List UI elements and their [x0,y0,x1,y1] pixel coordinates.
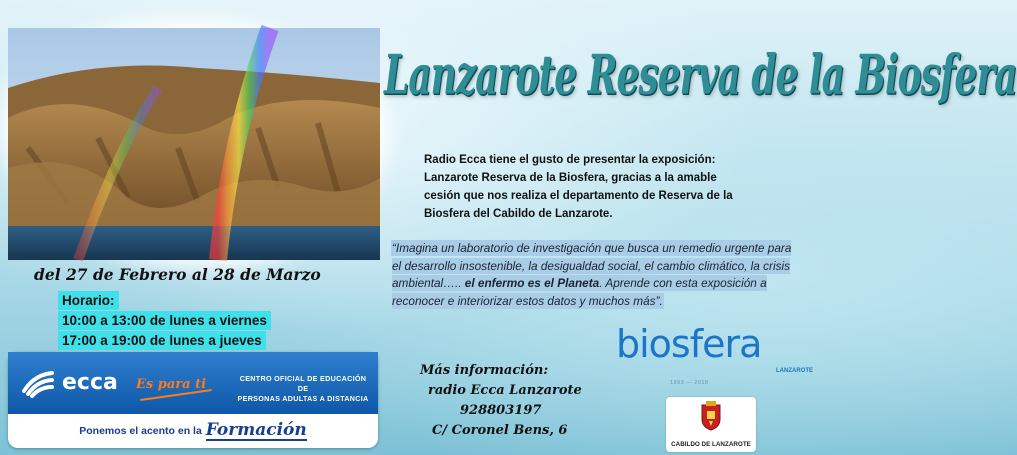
ecca-banner-bottom [8,414,378,448]
ecca-centro-line-1: CENTRO OFICIAL DE EDUCACIÓN DE [239,374,367,393]
info-name: radio Ecca Lanzarote [428,383,582,398]
horario-line-1: 10:00 a 13:00 de lunes a viernes [58,311,271,330]
ecca-formacion: Formación [205,420,307,440]
quote-text [392,240,796,310]
biosfera-logo [610,322,813,386]
landscape-rainbow-photo [8,28,380,260]
ecca-slogan: Es para ti [136,377,207,392]
contact-info [420,361,582,441]
ecca-centro-text [236,374,370,404]
ecca-bottom-text: Ponemos el acento en la [79,425,202,437]
cabildo-label: CABILDO DE LANZAROTE [671,441,751,448]
quote-part2: . Aprende con esta exposición a reconocer e interiorizar estos datos y muchos más”. [392,276,767,308]
ecca-banner-top [8,352,378,414]
ecca-centro-line-2: PERSONAS ADULTAS A DISTANCIA [237,394,369,403]
ecca-logo: ecca [62,370,118,395]
intro-text: Radio Ecca tiene el gusto de presentar la exposición: Lanzarote Reserva de la Biosfera, gracias a la amable cesión que nos realiza el departamento de Reserva de la Biosfera del Cabildo de Lanzarote. [424,154,733,220]
biosfera-logo-word: biosfera [616,322,762,366]
quote-bold: el enfermo es el Planeta [464,276,600,290]
ecca-banner [8,352,378,448]
biosfera-logo-years: 1993 — 2018 [670,380,709,386]
horario-line-2: 17:00 a 19:00 de lunes a jueves [58,331,266,350]
coat-of-arms-icon [700,401,722,431]
quote-part1: “Imagina un laboratorio de investigación que busca un remedio urgente para el desarrollo insostenible, la desigualdad social, el cambio climático, la crisis ambiental….. [392,241,792,290]
info-phone: 928803197 [460,403,542,418]
exhibition-dates: del 27 de Febrero al 28 de Marzo [34,265,321,284]
radio-waves-icon [22,369,60,397]
horario-block [58,291,271,351]
cabildo-logo [666,397,756,452]
biosfera-logo-sub: LANZAROTE [776,368,813,374]
info-address: C/ Coronel Bens, 6 [432,423,568,438]
info-heading: Más información: [420,363,549,378]
horario-label: Horario: [58,291,119,310]
page-title: Lanzarote Reserva de la Biosfera [384,44,1017,107]
